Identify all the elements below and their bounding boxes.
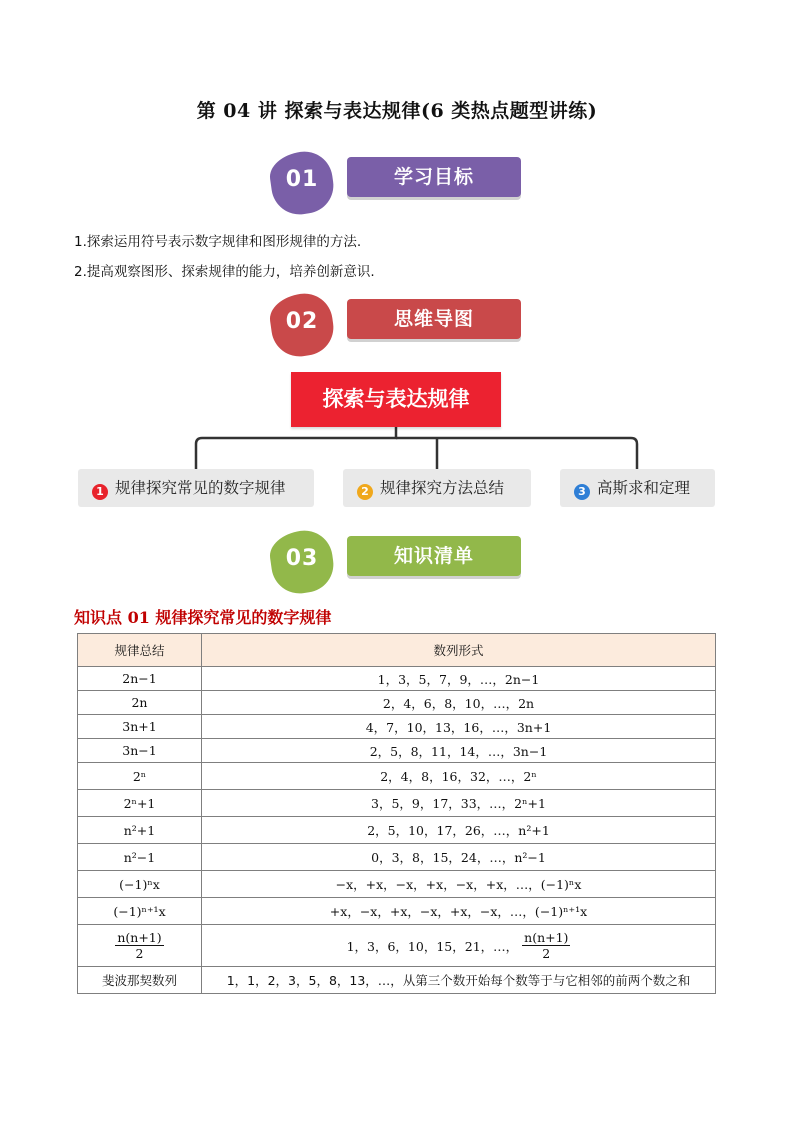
- sequence-cell: 1，3，5，7，9，…，2n−1: [202, 667, 716, 691]
- badge-label: 思维导图: [393, 308, 474, 330]
- pattern-table: [77, 633, 716, 994]
- fraction: [522, 930, 570, 961]
- table-row: [78, 871, 716, 898]
- fraction-denominator: 2: [135, 946, 144, 961]
- rule-cell: [78, 925, 202, 967]
- table-row: [78, 790, 716, 817]
- table-row: [78, 844, 716, 871]
- section-badge-knowledge: [271, 531, 521, 595]
- table-row: [78, 898, 716, 925]
- sequence-cell: 2，4，6，8，10，…，2n: [202, 691, 716, 715]
- table-row: [78, 925, 716, 967]
- fraction-denominator: 2: [542, 946, 551, 961]
- sequence-cell: −x，+x，−x，+x，−x，+x，…，(−1)ⁿx: [202, 871, 716, 898]
- page-title: 第 04 讲 探索与表达规律(6 类热点题型讲练): [196, 100, 598, 122]
- fraction: [115, 930, 163, 961]
- rule-cell: n²+1: [78, 817, 202, 844]
- table-row: [78, 763, 716, 790]
- goal-item: 1.探索运用符号表示数字规律和图形规律的方法.: [74, 234, 362, 250]
- badge-label: 学习目标: [393, 166, 474, 188]
- sequence-cell: 2，5，8，11，14，…，3n−1: [202, 739, 716, 763]
- table-header-row: [78, 634, 716, 667]
- rule-cell: n²−1: [78, 844, 202, 871]
- badge-number: 01: [285, 167, 319, 192]
- sequence-cell: 2，4，8，16，32，…，2ⁿ: [202, 763, 716, 790]
- table-row: [78, 715, 716, 739]
- mindmap-root: 探索与表达规律: [291, 372, 501, 427]
- fraction-numerator: n(n+1): [524, 930, 569, 945]
- rule-cell: (−1)ⁿx: [78, 871, 202, 898]
- rule-cell: 2ⁿ: [78, 763, 202, 790]
- number-dot-icon: 2: [357, 484, 373, 500]
- badge-number: 03: [285, 546, 319, 571]
- table-row: [78, 817, 716, 844]
- rule-cell: 2ⁿ+1: [78, 790, 202, 817]
- fraction-numerator: n(n+1): [117, 930, 162, 945]
- sequence-cell: [202, 925, 716, 967]
- table-row: [78, 667, 716, 691]
- header-sequence: 数列形式: [202, 634, 716, 667]
- node-label: 高斯求和定理: [597, 479, 691, 497]
- mindmap-node: [343, 469, 531, 507]
- rule-cell: 2n−1: [78, 667, 202, 691]
- number-dot-icon: 1: [92, 484, 108, 500]
- goal-item: 2.提高观察图形、探索规律的能力，培养创新意识.: [74, 264, 375, 280]
- table-row: [78, 691, 716, 715]
- mindmap-node: [78, 469, 314, 507]
- connector-left: [196, 427, 396, 469]
- sequence-cell: +x，−x，+x，−x，+x，−x，…，(−1)ⁿ⁺¹x: [202, 898, 716, 925]
- rule-cell: (−1)ⁿ⁺¹x: [78, 898, 202, 925]
- rule-cell: 3n+1: [78, 715, 202, 739]
- connector-right: [396, 438, 637, 469]
- sequence-cell: 4，7，10，13，16，…，3n+1: [202, 715, 716, 739]
- sequence-cell: 3，5，9，17，33，…，2ⁿ+1: [202, 790, 716, 817]
- knowledge-point-title: 知识点 01 规律探究常见的数字规律: [74, 608, 332, 627]
- node-label: 规律探究方法总结: [380, 479, 505, 497]
- rule-cell: 2n: [78, 691, 202, 715]
- sequence-cell: 1，1，2，3，5，8，13，…，从第三个数开始每个数等于与它相邻的前两个数之和: [202, 967, 716, 994]
- rule-cell: 3n−1: [78, 739, 202, 763]
- badge-label: 知识清单: [393, 545, 474, 567]
- node-label: 规律探究常见的数字规律: [115, 479, 286, 497]
- sequence-prefix: 1，3，6，10，15，21，…，: [346, 938, 519, 954]
- table-row: [78, 967, 716, 994]
- mindmap-node: [560, 469, 715, 507]
- badge-number: 02: [285, 309, 319, 334]
- table-row: [78, 739, 716, 763]
- sequence-cell: 2，5，10，17，26，…，n²+1: [202, 817, 716, 844]
- header-rule: 规律总结: [78, 634, 202, 667]
- rule-cell: 斐波那契数列: [78, 967, 202, 994]
- sequence-cell: 0，3，8，15，24，…，n²−1: [202, 844, 716, 871]
- number-dot-icon: 3: [574, 484, 590, 500]
